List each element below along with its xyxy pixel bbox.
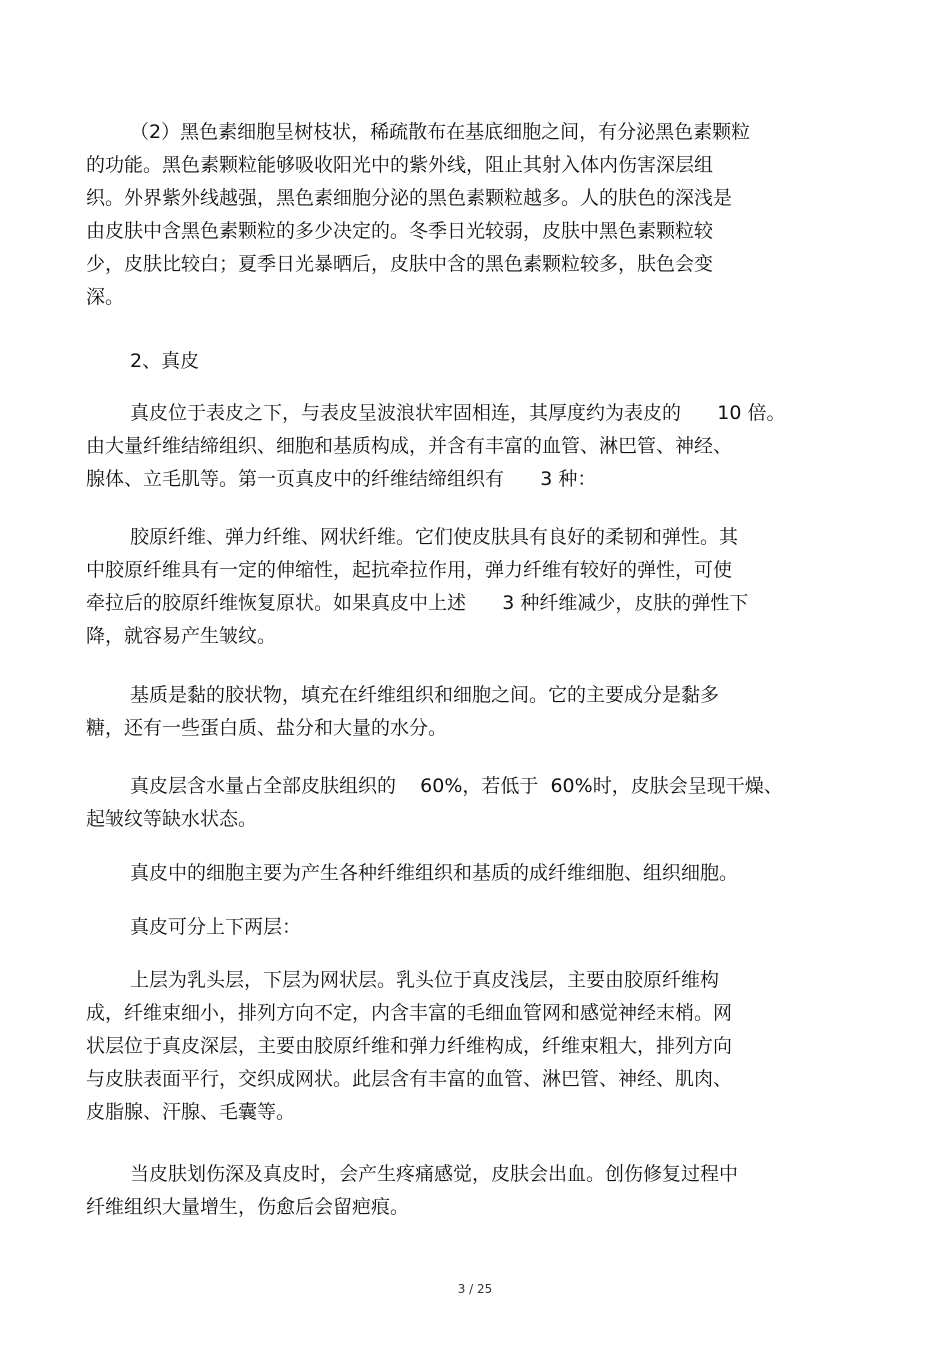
text-line: 成，纤维束细小，排列方向不定，内含丰富的毛细血管网和感觉神经末梢。网 xyxy=(86,1002,733,1024)
page-number: 3 / 25 xyxy=(457,1282,493,1296)
text-line: 降，就容易产生皱纹。 xyxy=(86,625,277,647)
paragraph-cells xyxy=(86,857,856,890)
text-line: 皮脂腺、汗腺、毛囊等。 xyxy=(86,1101,296,1123)
paragraph-layers-detail xyxy=(86,964,856,1129)
paragraph-water-content xyxy=(86,770,856,836)
text-line: 织。外界紫外线越强，黑色素细胞分泌的黑色素颗粒越多。人的肤色的深浅是 xyxy=(86,187,733,209)
text-line: 真皮可分上下两层： xyxy=(130,916,302,938)
text-line: 当皮肤划伤深及真皮时，会产生疼痛感觉，皮肤会出血。创伤修复过程中 xyxy=(130,1163,739,1185)
text-line: 由皮肤中含黑色素颗粒的多少决定的。冬季日光较弱，皮肤中黑色素颗粒较 xyxy=(86,220,714,242)
paragraph-matrix xyxy=(86,679,856,745)
text-line: 少，皮肤比较白；夏季日光暴晒后，皮肤中含的黑色素颗粒较多，肤色会变 xyxy=(86,253,714,275)
text-line: 中胶原纤维具有一定的伸缩性，起抗牵拉作用，弹力纤维有较好的弹性，可使 xyxy=(86,559,733,581)
text-line: 真皮中的细胞主要为产生各种纤维组织和基质的成纤维细胞、组织细胞。 xyxy=(130,862,739,884)
text-line: 胶原纤维、弹力纤维、网状纤维。它们使皮肤具有良好的柔韧和弹性。其 xyxy=(130,526,739,548)
paragraph-melanocytes xyxy=(86,116,856,314)
text-line: 纤维组织大量增生，伤愈后会留疤痕。 xyxy=(86,1196,410,1218)
section-heading: 2、真皮 xyxy=(130,350,200,372)
text-line: 牵拉后的胶原纤维恢复原状。如果真皮中上述 3 种纤维减少，皮肤的弹性下 xyxy=(86,592,749,614)
paragraph-wound-healing xyxy=(86,1158,856,1224)
text-line: 与皮肤表面平行，交织成网状。此层含有丰富的血管、淋巴管、神经、肌肉、 xyxy=(86,1068,733,1090)
text-line: 糖，还有一些蛋白质、盐分和大量的水分。 xyxy=(86,717,448,739)
paragraph-dermis-intro xyxy=(86,397,856,496)
text-line: 起皱纹等缺水状态。 xyxy=(86,808,258,830)
text-line: 深。 xyxy=(86,286,125,308)
text-line: 上层为乳头层，下层为网状层。乳头位于真皮浅层，主要由胶原纤维构 xyxy=(130,969,720,991)
paragraph-two-layers xyxy=(86,911,856,944)
section-heading-dermis xyxy=(86,345,856,378)
text-line: 状层位于真皮深层，主要由胶原纤维和弹力纤维构成，纤维束粗大，排列方向 xyxy=(86,1035,733,1057)
paragraph-fibers xyxy=(86,521,856,653)
text-line: 真皮层含水量占全部皮肤组织的 60%，若低于 60%时，皮肤会呈现干燥、 xyxy=(130,775,783,797)
text-line: （2）黑色素细胞呈树枝状，稀疏散布在基底细胞之间，有分泌黑色素颗粒 xyxy=(130,121,751,143)
text-line: 基质是黏的胶状物，填充在纤维组织和细胞之间。它的主要成分是黏多 xyxy=(130,684,720,706)
text-line: 的功能。黑色素颗粒能够吸收阳光中的紫外线，阻止其射入体内伤害深层组 xyxy=(86,154,714,176)
text-line: 腺体、立毛肌等。第一页真皮中的纤维结缔组织有 3 种： xyxy=(86,468,597,490)
text-line: 由大量纤维结缔组织、细胞和基质构成，并含有丰富的血管、淋巴管、神经、 xyxy=(86,435,733,457)
text-line: 真皮位于表皮之下，与表皮呈波浪状牢固相连，其厚度约为表皮的 10 倍。 xyxy=(130,402,786,424)
